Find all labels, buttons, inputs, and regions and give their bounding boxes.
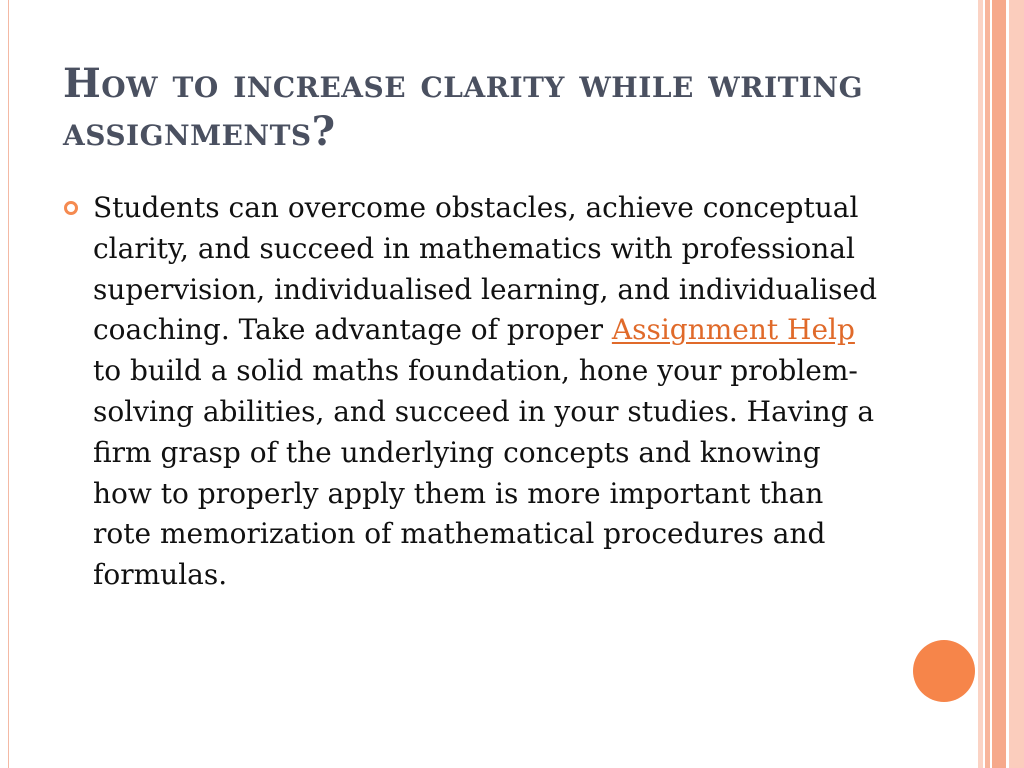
right-stripe-3: [992, 0, 1006, 768]
bullet-text: [93, 188, 882, 596]
slide-title-line-2: assignments?: [63, 108, 336, 155]
left-border-line: [8, 0, 9, 768]
bullet-text-after-link: to build a solid maths foundation, hone your problem-solving abilities, and succeed in your studies. Having a firm grasp of the underlying concepts and knowing how to properly apply them is more important than rote memorization of mathematical procedures and formulas.: [93, 354, 875, 592]
bullet-item: [62, 188, 882, 596]
assignment-help-link[interactable]: Assignment Help: [611, 313, 855, 347]
slide-title-line-1: How to increase clarity while writing: [63, 60, 864, 107]
hollow-circle-bullet-icon: [64, 201, 78, 215]
bullet-text-before-link: Students can overcome obstacles, achieve conceptual clarity, and succeed in mathematics with professional supervision, individualised learning, and individualised coaching. Take advantage of proper: [93, 191, 877, 347]
orange-circle-decoration-icon: [913, 640, 975, 702]
right-stripe-4: [1009, 0, 1024, 768]
slide-content: [62, 188, 882, 596]
slide-title: [63, 60, 968, 156]
